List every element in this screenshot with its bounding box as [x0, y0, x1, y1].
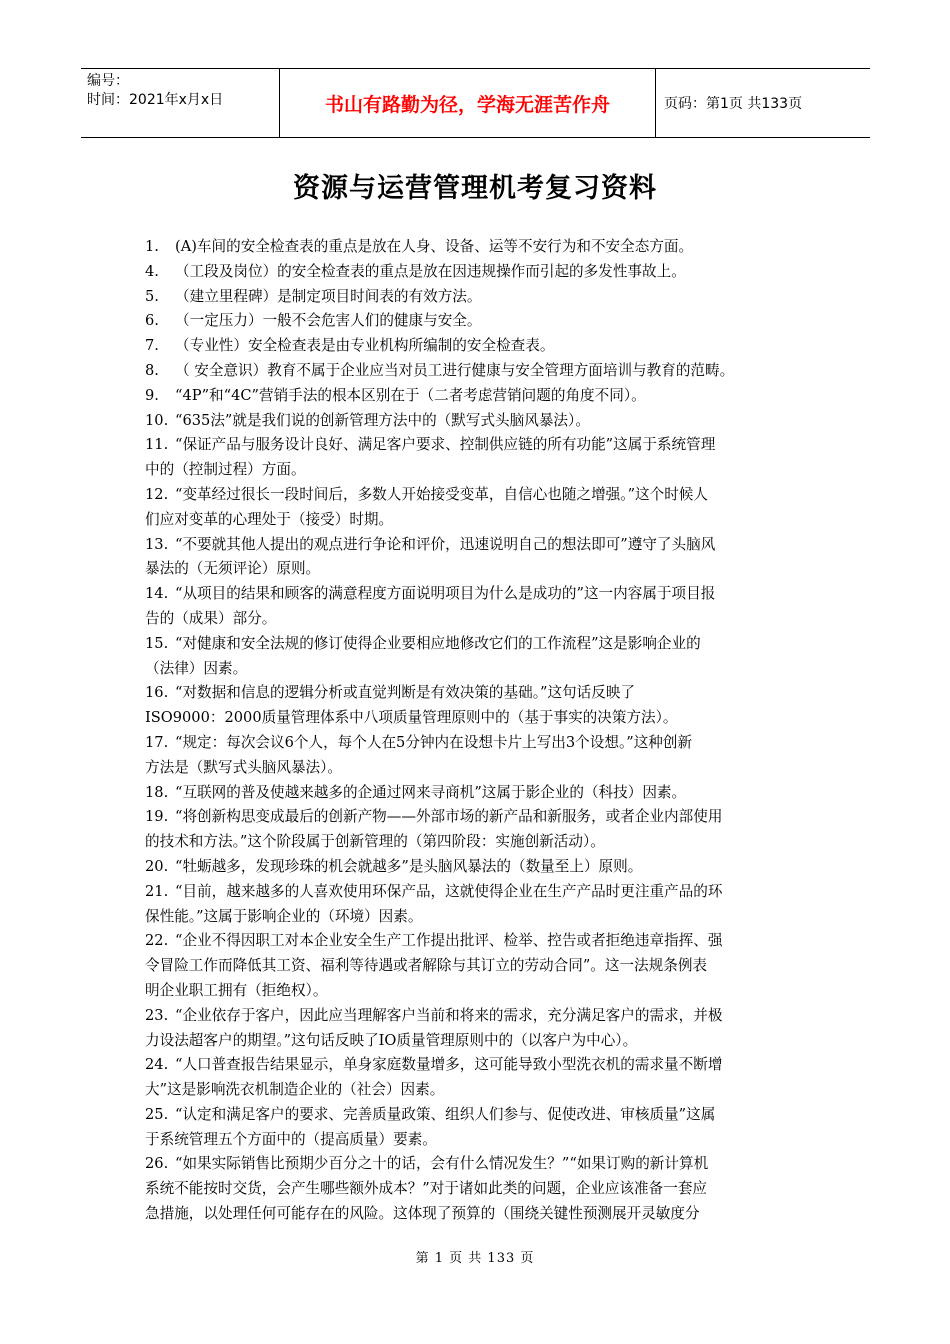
question-continuation: 系统不能按时交货，会产生哪些额外成本？”对于诸如此类的问题，企业应该准备一套应 [145, 1180, 708, 1198]
question-text: “互联网的普及使越来越多的企通过网来寻商机”这属于影企业的（科技）因素。 [175, 783, 687, 801]
question-continuation: 方法是（默写式头脑风暴法）。 [145, 758, 343, 776]
question-text: （专业性）安全检查表是由专业机构所编制的安全检查表。 [175, 337, 555, 355]
question-text: “变革经过很长一段时间后，多数人开始接受变革，自信心也随之增强。”这个时候人 [175, 485, 708, 503]
time-label: 时间：2021年x月x日 [87, 92, 224, 108]
question-number: 4. [145, 262, 159, 280]
question-number: 23. [145, 1006, 169, 1024]
question-line [145, 334, 805, 359]
list-item [145, 1103, 805, 1153]
question-line [145, 929, 805, 954]
question-continuation: 暴法的（无须评论）原则。 [145, 560, 321, 578]
question-number: 1. [145, 238, 159, 255]
question-text: “规定：每次会议6个人，每个人在5分钟内在设想卡片上写出3个设想。”这种创新 [175, 733, 693, 751]
question-number: 12. [145, 485, 169, 503]
question-continuation: 于系统管理五个方面中的（提高质量）要素。 [145, 1130, 437, 1148]
question-number: 9. [145, 386, 159, 404]
question-text: （一定压力）一般不会危害人们的健康与安全。 [175, 312, 482, 330]
question-text: “对数据和信息的逻辑分析或直觉判断是有效决策的基础。”这句话反映了 [175, 684, 636, 702]
question-line [145, 1152, 805, 1177]
motto: 书山有路勤为径，学海无涯苦作舟 [280, 69, 656, 137]
question-continuation: 中的（控制过程）方面。 [145, 461, 306, 479]
question-number: 21. [145, 882, 169, 900]
question-line [145, 1053, 805, 1078]
list-item [145, 260, 805, 285]
question-text: “目前，越来越多的人喜欢使用环保产品，这就使得企业在生产产品时更注重产品的环 [175, 882, 723, 900]
question-number: 25. [145, 1105, 169, 1123]
question-text: （建立里程碑）是制定项目时间表的有效方法。 [175, 287, 482, 305]
question-text: “从项目的结果和顾客的满意程度方面说明项目为什么是成功的”这一内容属于项目报 [175, 585, 716, 603]
question-text: “635法”就是我们说的创新管理方法中的（默写式头脑风暴法）。 [175, 411, 590, 429]
question-number: 8. [145, 361, 159, 379]
question-line [145, 1103, 805, 1128]
question-number: 5. [145, 287, 159, 305]
question-number: 7. [145, 337, 159, 355]
page-info: 页码：第1页 共133页 [664, 96, 803, 112]
question-text: “认定和满足客户的要求、完善质量政策、组织人们参与、促使改进、审核质量”这属 [175, 1105, 716, 1123]
list-item [145, 483, 805, 533]
question-number: 26. [145, 1155, 169, 1173]
question-line [145, 731, 805, 756]
list-item [145, 384, 805, 409]
question-line [145, 309, 805, 334]
question-number: 13. [145, 535, 169, 553]
question-continuation: ISO9000：2000质量管理体系中八项质量管理原则中的（基于事实的决策方法）。 [145, 709, 678, 727]
list-item [145, 855, 805, 880]
question-line [145, 433, 805, 458]
question-continuation: （法律）因素。 [145, 659, 248, 677]
list-item [145, 285, 805, 310]
question-text: “不要就其他人提出的观点进行争论和评价，迅速说明自己的想法即可”遵守了头脑风 [175, 535, 716, 553]
question-line [145, 483, 805, 508]
question-line [145, 285, 805, 310]
question-continuation: 急措施，以处理任何可能存在的风险。这体现了预算的（围绕关键性预测展开灵敏度分 [145, 1205, 700, 1223]
question-text: （工段及岗位）的安全检查表的重点是放在因违规操作而引起的多发性事故上。 [175, 262, 686, 280]
question-text: “企业不得因职工对本企业安全生产工作提出批评、检举、控告或者拒绝违章指挥、强 [175, 932, 723, 950]
question-text: “如果实际销售比预期少百分之十的话，会有什么情况发生？”“如果订购的新计算机 [175, 1155, 709, 1173]
question-number: 6. [145, 312, 159, 330]
number-label: 编号： [87, 73, 129, 89]
question-text: “牡蛎越多，发现珍珠的机会就越多”是头脑风暴法的（数量至上）原则。 [175, 857, 643, 875]
question-number: 18. [145, 783, 169, 801]
question-continuation: 的技术和方法。”这个阶段属于创新管理的（第四阶段：实施创新活动）。 [145, 833, 605, 851]
list-item [145, 1053, 805, 1103]
list-item [145, 1004, 805, 1054]
question-continuation: 们应对变革的心理处于（接受）时期。 [145, 510, 394, 528]
question-text: (A)车间的安全检查表的重点是放在人身、设备、运等不安行为和不安全态方面。 [175, 238, 694, 255]
question-continuation: 令冒险工作而降低其工资、福利等待遇或者解除与其订立的劳动合同”。这一法规条例表 [145, 957, 708, 975]
question-line [145, 359, 805, 384]
question-line [145, 384, 805, 409]
question-continuation: 大”这是影响洗衣机制造企业的（社会）因素。 [145, 1081, 445, 1099]
question-number: 22. [145, 932, 169, 950]
list-item [145, 334, 805, 359]
question-text: “企业依存于客户，因此应当理解客户当前和将来的需求，充分满足客户的需求，并极 [175, 1006, 723, 1024]
question-number: 19. [145, 808, 169, 826]
list-item [145, 359, 805, 384]
question-continuation: 告的（成果）部分。 [145, 609, 277, 627]
list-item [145, 929, 805, 1003]
question-line [145, 880, 805, 905]
question-continuation: 保性能。”这属于影响企业的（环境）因素。 [145, 907, 423, 925]
question-line [145, 681, 805, 706]
question-continuation: 力设法超客户的期望。”这句话反映了IO质量管理原则中的（以客户为中心）。 [145, 1031, 638, 1049]
question-text: “人口普查报告结果显示，单身家庭数量增多，这可能导致小型洗衣机的需求量不断增 [175, 1056, 723, 1074]
list-item [145, 433, 805, 483]
question-line [145, 855, 805, 880]
list-item [145, 582, 805, 632]
list-item [145, 632, 805, 682]
question-number: 15. [145, 634, 169, 652]
header-left-cell [81, 69, 280, 137]
question-text: “对健康和安全法规的修订使得企业要相应地修改它们的工作流程”这是影响企业的 [175, 634, 701, 652]
question-continuation: 明企业职工拥有（拒绝权）。 [145, 981, 328, 999]
list-item [145, 1152, 805, 1226]
list-item [145, 533, 805, 583]
question-number: 10. [145, 411, 169, 429]
question-line [145, 409, 805, 434]
question-line [145, 533, 805, 558]
question-line [145, 632, 805, 657]
question-number: 14. [145, 585, 169, 603]
question-number: 24. [145, 1056, 169, 1074]
document-title: 资源与运营管理机考复习资料 [293, 173, 657, 204]
question-line [145, 260, 805, 285]
list-item [145, 880, 805, 930]
list-item [145, 235, 805, 260]
question-number: 20. [145, 857, 169, 875]
question-line [145, 805, 805, 830]
list-item [145, 409, 805, 434]
question-text: “保证产品与服务设计良好、满足客户要求、控制供应链的所有功能”这属于系统管理 [175, 436, 716, 454]
question-line [145, 582, 805, 607]
question-line [145, 781, 805, 806]
question-line [145, 235, 805, 260]
list-item [145, 731, 805, 781]
question-line [145, 1004, 805, 1029]
page-footer: 第 1 页 共 133 页 [415, 1251, 535, 1266]
list-item [145, 681, 805, 731]
list-item [145, 309, 805, 334]
question-text: “将创新构思变成最后的创新产物——外部市场的新产品和新服务，或者企业内部使用 [175, 808, 723, 826]
question-number: 16. [145, 684, 169, 702]
question-number: 17. [145, 733, 169, 751]
question-number: 11. [145, 436, 169, 454]
question-text: （ 安全意识）教育不属于企业应当对员工进行健康与安全管理方面培训与教育的范畴。 [175, 361, 735, 379]
list-item [145, 805, 805, 855]
list-item [145, 781, 805, 806]
question-text: “4P”和“4C”营销手法的根本区别在于（二者考虑营销问题的角度不同）。 [175, 386, 646, 404]
question-list [145, 235, 805, 1227]
header-table [81, 68, 870, 138]
